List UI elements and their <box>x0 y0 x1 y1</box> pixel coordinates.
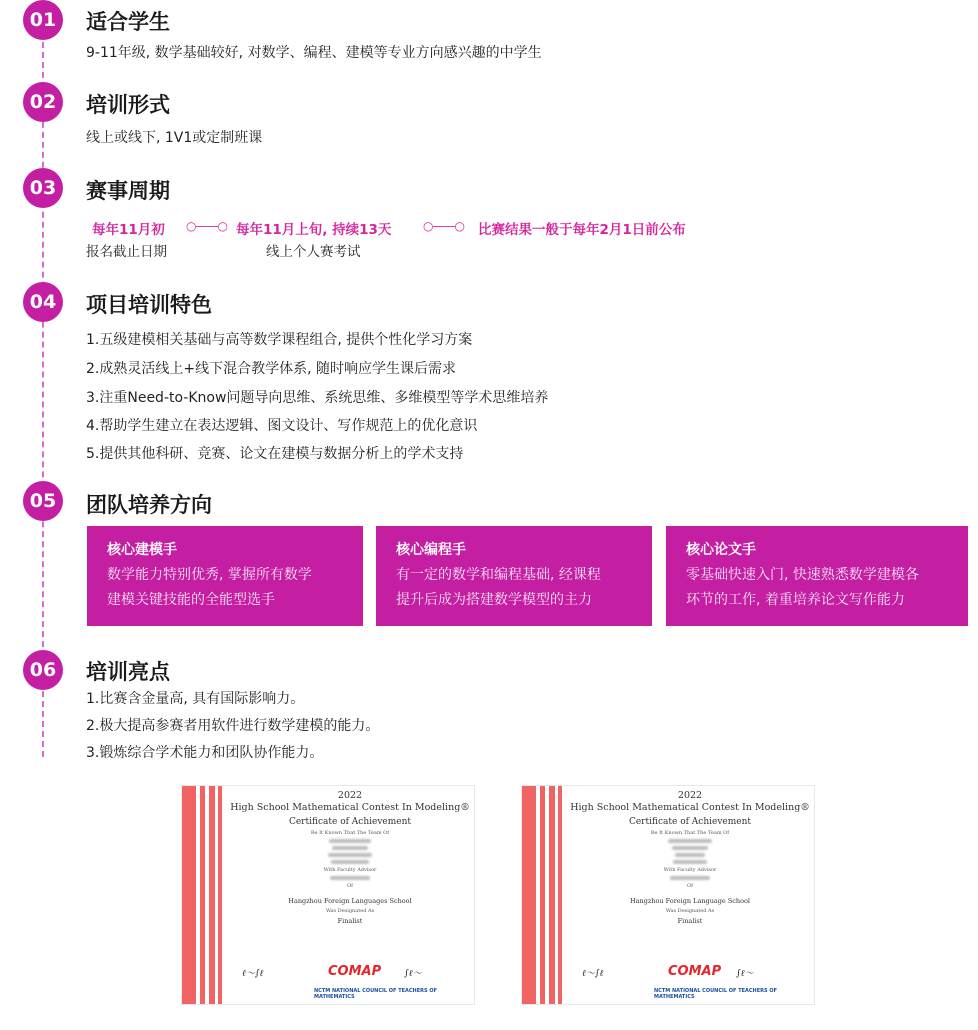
nctm-logo <box>314 988 474 1000</box>
cert-blurred-name <box>331 860 369 864</box>
cert-blurred-name <box>672 846 708 850</box>
timeline-dashed-line <box>42 22 44 757</box>
section-badge: 03 <box>23 168 63 208</box>
cert-of: Of <box>687 883 693 889</box>
cert-designated: Was Designated As <box>325 908 375 914</box>
card-core-modeler <box>87 526 363 626</box>
card-line: 有一定的数学和编程基础, 经课程 <box>396 567 601 583</box>
feature-item: 3.注重Need-to-Know问题导向思维、系统思维、多维模型等学术思维培养 <box>86 390 549 406</box>
card-title: 核心建模手 <box>107 542 177 558</box>
card-line: 零基础快速入门, 快速熟悉数学建模各 <box>686 567 919 583</box>
timeline-item-exam: 每年11月上旬, 持续13天 <box>236 222 392 238</box>
timeline-connector: ○——○ <box>423 219 464 233</box>
section-badge: 06 <box>23 650 63 690</box>
cert-designated: Was Designated As <box>665 908 715 914</box>
cert-blurred-name <box>670 876 710 880</box>
feature-item: 1.五级建模相关基础与高等数学课程组合, 提供个性化学习方案 <box>86 332 473 348</box>
section-text: 线上或线下, 1V1或定制班课 <box>86 130 263 146</box>
feature-item: 2.成熟灵活线上+线下混合教学体系, 随时响应学生课后需求 <box>86 361 456 377</box>
cert-school: Hangzhou Foreign Languages School <box>288 897 412 905</box>
signature: ℓ～∫ℓ <box>242 969 264 979</box>
feature-item: 5.提供其他科研、竞赛、论文在建模与数据分析上的学术支持 <box>86 446 464 462</box>
signature: ∫ℓ～ <box>736 969 754 979</box>
timeline-connector: ○——○ <box>186 219 227 233</box>
cert-of: Of <box>347 883 353 889</box>
cert-stripe <box>182 786 196 1005</box>
highlight-item: 1.比赛含金量高, 具有国际影响力。 <box>86 691 305 707</box>
nctm-mark: NCTM <box>654 988 671 994</box>
card-title: 核心编程手 <box>396 542 466 558</box>
card-core-writer <box>666 526 968 626</box>
timeline-sub-registration: 报名截止日期 <box>86 244 167 260</box>
cert-blurred-name <box>668 839 712 843</box>
section-badge: 04 <box>23 282 63 322</box>
cert-stripe <box>218 786 222 1005</box>
section-badge: 02 <box>23 82 63 122</box>
cert-advisor: With Faculty Advisor <box>323 867 377 873</box>
nctm-fullname: NATIONAL COUNCIL OF TEACHERS OF MATHEMATICS <box>654 988 778 1000</box>
section-title: 赛事周期 <box>86 179 170 203</box>
section-title: 项目培训特色 <box>86 293 212 317</box>
comap-logo: COMAP <box>328 964 382 979</box>
section-text: 9-11年级, 数学基础较好, 对数学、编程、建模等专业方向感兴趣的中学生 <box>86 45 542 61</box>
timeline-item-results: 比赛结果一般于每年2月1日前公布 <box>478 222 686 238</box>
cert-blurred-name <box>330 876 370 880</box>
highlight-item: 3.锻炼综合学术能力和团队协作能力。 <box>86 745 324 761</box>
cert-blurred-name <box>332 846 368 850</box>
card-line: 环节的工作, 着重培养论文写作能力 <box>686 592 905 608</box>
cert-result: Finalist <box>677 917 703 925</box>
cert-award: Certificate of Achievement <box>288 817 412 827</box>
cert-result: Finalist <box>337 917 363 925</box>
comap-logo: COMAP <box>668 964 722 979</box>
cert-stripe <box>549 786 555 1005</box>
nctm-logo <box>654 988 814 1000</box>
cert-advisor: With Faculty Advisor <box>663 867 717 873</box>
section-badge: 01 <box>23 0 63 40</box>
card-title: 核心论文手 <box>686 542 756 558</box>
timeline-item-registration: 每年11月初 <box>92 222 165 238</box>
cert-contest: High School Mathematical Contest In Modeling® <box>230 802 470 813</box>
cert-blurred-name <box>329 839 371 843</box>
section-title: 培训亮点 <box>86 660 170 684</box>
nctm-mark: NCTM <box>314 988 331 994</box>
section-title: 团队培养方向 <box>86 493 212 517</box>
card-core-programmer <box>376 526 652 626</box>
signature: ℓ～∫ℓ <box>582 969 604 979</box>
signature: ∫ℓ～ <box>404 969 422 979</box>
cert-year: 2022 <box>677 790 703 801</box>
feature-item: 4.帮助学生建立在表达逻辑、图文设计、写作规范上的优化意识 <box>86 418 478 434</box>
cert-stripe <box>522 786 536 1005</box>
cert-stripe <box>540 786 545 1005</box>
timeline-sub-exam: 线上个人赛考试 <box>266 244 361 260</box>
cert-contest: High School Mathematical Contest In Modeling® <box>570 802 810 813</box>
cert-stripe <box>209 786 215 1005</box>
certificate-image <box>181 785 475 1005</box>
section-badge: 05 <box>23 481 63 521</box>
section-title: 适合学生 <box>86 10 170 34</box>
highlight-item: 2.极大提高参赛者用软件进行数学建模的能力。 <box>86 718 380 734</box>
cert-known: Be It Known That The Team Of <box>310 830 390 836</box>
cert-stripe <box>558 786 562 1005</box>
card-line: 数学能力特别优秀, 掌握所有数学 <box>107 567 312 583</box>
cert-blurred-name <box>673 860 707 864</box>
card-line: 提升后成为搭建数学模型的主力 <box>396 592 592 608</box>
certificate-image <box>521 785 815 1005</box>
card-line: 建模关键技能的全能型选手 <box>107 592 275 608</box>
nctm-fullname: NATIONAL COUNCIL OF TEACHERS OF MATHEMATICS <box>314 988 438 1000</box>
cert-blurred-name <box>675 853 705 857</box>
section-title: 培训形式 <box>86 93 170 117</box>
cert-school: Hangzhou Foreign Language School <box>629 897 751 905</box>
cert-award: Certificate of Achievement <box>628 817 752 827</box>
cert-known: Be It Known That The Team Of <box>650 830 730 836</box>
cert-blurred-name <box>328 853 372 857</box>
cert-year: 2022 <box>337 790 363 801</box>
cert-stripe <box>200 786 205 1005</box>
